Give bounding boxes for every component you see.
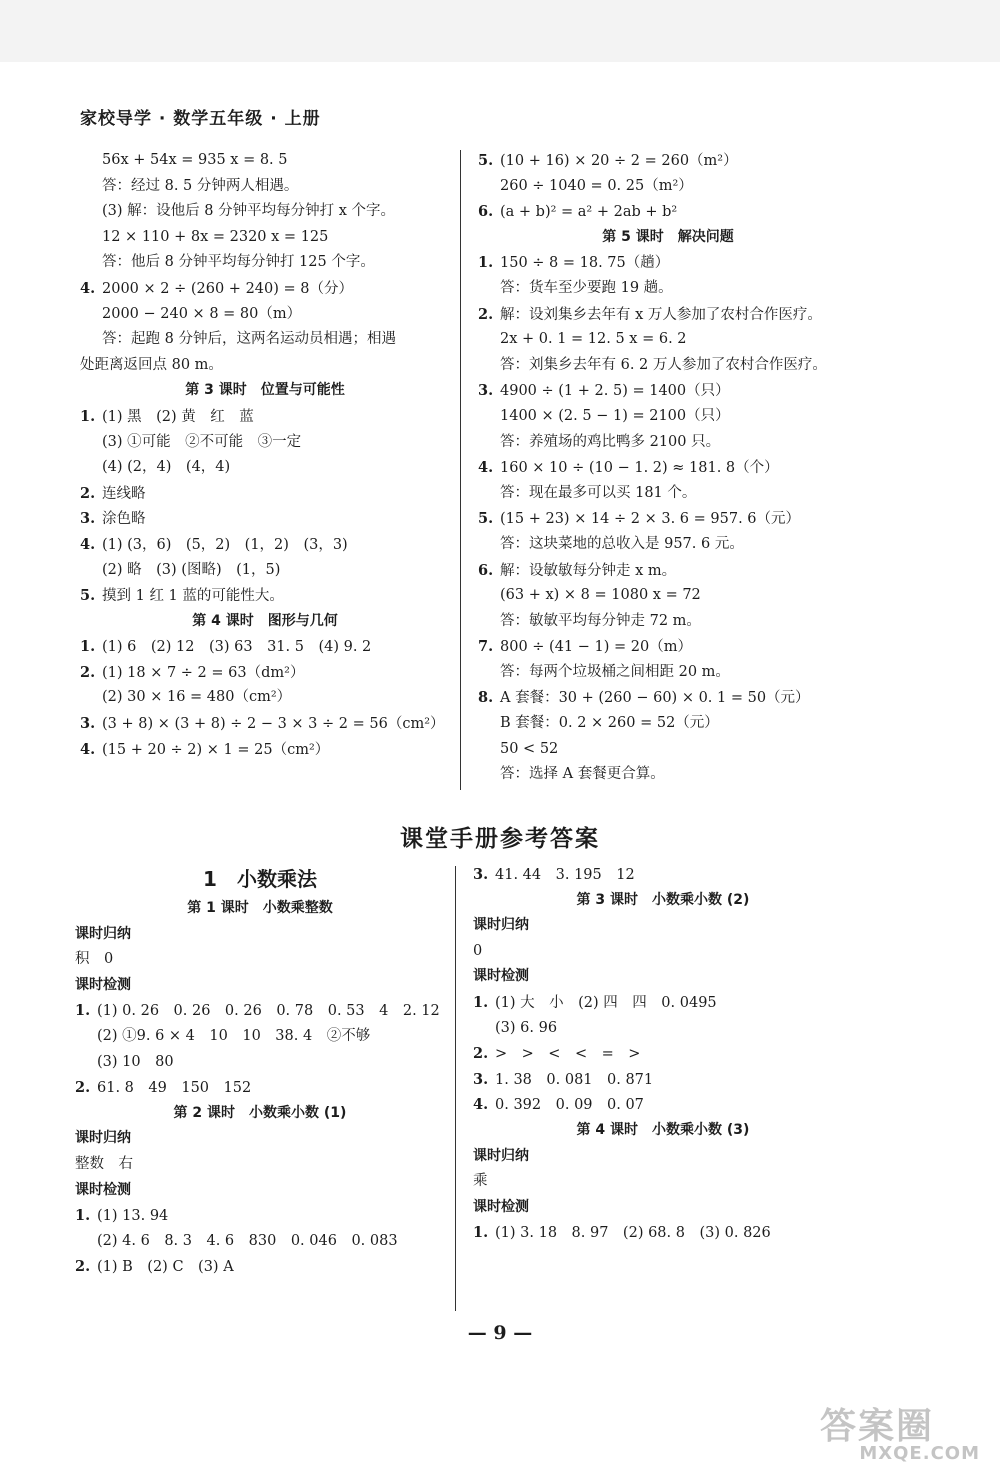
lesson-heading: 第 2 课时 小数乘小数 (1)	[173, 1104, 347, 1121]
question-number: 1.	[80, 638, 96, 656]
answer-text: 答：他后 8 分钟平均每分钟打 125 个字。	[102, 254, 375, 271]
answer-line	[473, 862, 853, 888]
answer-line	[473, 1067, 853, 1093]
answer-line	[80, 634, 450, 660]
answer-line	[75, 1254, 445, 1280]
answer-text: 答：起跑 8 分钟后，这两名运动员相遇；相遇	[102, 331, 396, 348]
watermark-logo	[820, 1398, 980, 1464]
answer-line	[478, 250, 858, 276]
question-number: 1.	[473, 1224, 489, 1242]
answer-line	[478, 762, 858, 788]
answer-line	[478, 378, 858, 404]
answer-text: (2) 略 (3) (图略) (1，5)	[102, 561, 281, 578]
answer-line	[80, 225, 450, 251]
answer-line	[80, 737, 450, 763]
question-number: 2.	[75, 1258, 91, 1276]
lesson-heading: 第 5 课时 解决问题	[602, 228, 734, 245]
answer-text: 1400 × (2. 5 − 1) = 2100（只）	[500, 407, 730, 424]
answer-line	[80, 199, 450, 225]
answer-text: (1) 大 小 (2) 四 四 0. 0495	[495, 994, 717, 1011]
answer-text: (63 + x) × 8 = 1080 x = 72	[500, 587, 701, 604]
answer-text: 积 0	[75, 951, 114, 968]
column-bottom-left	[75, 862, 445, 1280]
answer-text: (3 + 8) × (3 + 8) ÷ 2 − 3 × 3 ÷ 2 = 56（cm²）	[102, 716, 445, 733]
answer-line	[478, 685, 858, 711]
answer-line	[478, 481, 858, 507]
chapter-heading: 1 小数乘法	[203, 867, 317, 891]
answer-line	[80, 302, 450, 328]
question-number: 6.	[478, 203, 494, 221]
answer-text: 答：现在最多可以买 181 个。	[500, 484, 697, 501]
answer-line	[80, 404, 450, 430]
answer-line	[80, 174, 450, 200]
answer-text: (3) 6. 96	[495, 1019, 558, 1036]
answer-text: (2) ①9. 6 × 4 10 10 38. 4 ②不够	[97, 1027, 371, 1044]
answer-text: 4900 ÷ (1 + 2. 5) = 1400（只）	[500, 383, 730, 400]
divider-bottom	[455, 866, 456, 1311]
answer-text: (1) 13. 94	[97, 1208, 169, 1225]
answer-text: 答：经过 8. 5 分钟两人相遇。	[102, 177, 299, 194]
page-title: 课堂手册参考答案	[400, 826, 600, 852]
answer-line	[80, 250, 450, 276]
answer-line	[478, 353, 858, 379]
answer-text: 2000 × 2 ÷ (260 + 240) = 8（分）	[102, 280, 353, 297]
scan-top-band	[0, 0, 1000, 62]
question-number: 3.	[80, 715, 96, 733]
section-label: 课时归纳	[473, 917, 529, 934]
lesson-heading: 第 3 课时 位置与可能性	[185, 382, 345, 399]
answer-line	[80, 506, 450, 532]
answer-line	[478, 199, 858, 225]
answer-text: (10 + 16) × 20 ÷ 2 = 260（m²）	[500, 153, 738, 169]
answer-text: 0	[473, 942, 483, 959]
answer-line	[478, 327, 858, 353]
answer-text: (1) B (2) C (3) A	[97, 1259, 234, 1276]
answer-line	[473, 1169, 853, 1195]
question-number: 5.	[478, 510, 494, 528]
question-number: 3.	[473, 1070, 489, 1088]
answer-text: (1) (3，6) (5，2) (1，2) (3，3)	[102, 536, 348, 553]
question-number: 5.	[80, 587, 96, 605]
answer-line	[75, 1229, 445, 1255]
answer-text: 56x + 54x = 935 x = 8. 5	[102, 152, 288, 168]
answer-line	[478, 583, 858, 609]
column-top-left	[80, 148, 450, 762]
question-number: 2.	[80, 484, 96, 502]
answer-line	[80, 353, 450, 379]
section-label: 课时归纳	[75, 925, 131, 942]
watermark-text: 答案圈	[820, 1406, 935, 1447]
answer-line	[473, 939, 853, 965]
answer-text: 涂色略	[102, 511, 146, 528]
answer-line	[80, 685, 450, 711]
question-number: 5.	[478, 152, 494, 169]
answer-line	[80, 660, 450, 686]
answer-text: 61. 8 49 150 152	[97, 1080, 252, 1097]
book-header: 家校导学 · 数学五年级 · 上册	[80, 109, 321, 129]
answer-line	[75, 1024, 445, 1050]
answer-line	[478, 609, 858, 635]
lesson-heading: 第 1 课时 小数乘整数	[187, 900, 333, 916]
question-number: 4.	[80, 535, 96, 553]
question-number: 2.	[473, 1045, 489, 1063]
answer-text: 答：刘集乡去年有 6. 2 万人参加了农村合作医疗。	[500, 356, 827, 373]
answer-line	[473, 1220, 853, 1246]
answer-text: (1) 3. 18 8. 97 (2) 68. 8 (3) 0. 826	[495, 1225, 771, 1242]
question-number: 4.	[80, 740, 96, 758]
answer-line	[478, 737, 858, 763]
answer-line	[478, 404, 858, 430]
answer-line	[80, 583, 450, 609]
lesson-heading: 第 4 课时 小数乘小数 (3)	[576, 1121, 750, 1138]
question-number: 4.	[80, 279, 96, 297]
answer-line	[80, 532, 450, 558]
answer-line	[478, 711, 858, 737]
answer-line	[80, 276, 450, 302]
answer-line	[478, 455, 858, 481]
answer-line	[75, 1075, 445, 1101]
answer-text: 0. 392 0. 09 0. 07	[495, 1097, 644, 1114]
answer-line	[75, 1050, 445, 1076]
answer-text: (1) 黑 (2) 黄 红 蓝	[102, 408, 254, 425]
answer-text: 41. 44 3. 195 12	[495, 867, 635, 883]
answer-text: 处距离返回点 80 m。	[80, 356, 223, 373]
question-number: 3.	[80, 510, 96, 528]
answer-text: 整数 右	[75, 1155, 133, 1172]
answer-text: (2) 4. 6 8. 3 4. 6 830 0. 046 0. 083	[97, 1232, 398, 1249]
question-number: 4.	[473, 1096, 489, 1114]
answer-line	[80, 558, 450, 584]
answer-line	[478, 174, 858, 200]
answer-text: 2x + 0. 1 = 12. 5 x = 6. 2	[500, 331, 687, 348]
answer-text: 260 ÷ 1040 = 0. 25（m²）	[500, 177, 693, 194]
watermark-url: MXQE.COM	[859, 1443, 980, 1464]
section-label: 课时归纳	[473, 1147, 529, 1164]
section-label: 课时检测	[473, 968, 529, 985]
answer-line	[75, 998, 445, 1024]
lesson-heading: 第 4 课时 图形与几何	[192, 612, 338, 629]
answer-text: 800 ÷ (41 − 1) = 20（m）	[500, 639, 692, 656]
answer-text: 答：这块菜地的总收入是 957. 6 元。	[500, 535, 744, 552]
lesson-heading: 第 3 课时 小数乘小数 (2)	[576, 891, 750, 908]
answer-line	[75, 1203, 445, 1229]
answer-line	[478, 634, 858, 660]
section-label: 课时归纳	[75, 1130, 131, 1147]
answer-line	[80, 327, 450, 353]
answer-line	[80, 148, 450, 174]
answer-text: 答：货车至少要跑 19 趟。	[500, 279, 673, 296]
question-number: 2.	[478, 305, 494, 323]
answer-text: (1) 0. 26 0. 26 0. 26 0. 78 0. 53 4 2. 12	[97, 1003, 440, 1020]
question-number: 1.	[75, 1207, 91, 1225]
answer-line	[473, 1016, 853, 1042]
answer-line	[80, 430, 450, 456]
answer-line	[478, 430, 858, 456]
answer-text: (3) ①可能 ②不可能 ③一定	[102, 433, 302, 450]
question-number: 2.	[80, 663, 96, 681]
column-bottom-right	[473, 862, 853, 1246]
answer-text: (15 + 20 ÷ 2) × 1 = 25（cm²）	[102, 741, 330, 758]
divider-top	[460, 150, 461, 790]
answer-text: 答：每两个垃圾桶之间相距 20 m。	[500, 663, 730, 680]
section-label: 课时检测	[75, 1181, 131, 1198]
answer-text: (2) 30 × 16 = 480（cm²）	[102, 689, 292, 706]
answer-text: (a + b)² = a² + 2ab + b²	[500, 204, 678, 221]
page-number: — 9 —	[467, 1322, 533, 1344]
answer-text: 150 ÷ 8 = 18. 75（趟）	[500, 255, 670, 272]
answer-text: (4) (2，4) (4，4)	[102, 459, 231, 476]
question-number: 1.	[473, 993, 489, 1011]
answer-text: 2000 − 240 × 8 = 80（m）	[102, 305, 302, 322]
answer-text: 摸到 1 红 1 蓝的可能性大。	[102, 588, 284, 605]
question-number: 3.	[473, 866, 489, 883]
answer-text: (1) 6 (2) 12 (3) 63 31. 5 (4) 9. 2	[102, 639, 372, 656]
answer-line	[478, 506, 858, 532]
section-label: 课时检测	[473, 1198, 529, 1215]
section-label: 课时检测	[75, 976, 131, 993]
answer-line	[478, 276, 858, 302]
answer-text: 答：选择 A 套餐更合算。	[500, 766, 665, 783]
answer-line	[473, 990, 853, 1016]
answer-line	[478, 148, 858, 174]
answer-text: (15 + 23) × 14 ÷ 2 × 3. 6 = 957. 6（元）	[500, 511, 801, 528]
answer-text: 乘	[473, 1173, 488, 1190]
question-number: 6.	[478, 561, 494, 579]
answer-text: 答：养殖场的鸡比鸭多 2100 只。	[500, 433, 721, 450]
answer-line	[473, 1092, 853, 1118]
answer-text: 12 × 110 + 8x = 2320 x = 125	[102, 228, 329, 245]
answer-line	[75, 947, 445, 973]
answer-text: 连线略	[102, 485, 146, 502]
answer-line	[80, 481, 450, 507]
answer-text: (1) 18 × 7 ÷ 2 = 63（dm²）	[102, 664, 305, 681]
answer-text: A 套餐：30 + (260 − 60) × 0. 1 = 50（元）	[500, 690, 810, 707]
question-number: 1.	[478, 254, 494, 272]
answer-line	[478, 302, 858, 328]
question-number: 1.	[75, 1002, 91, 1020]
answer-line	[473, 1041, 853, 1067]
answer-text: 解：设刘集乡去年有 x 万人参加了农村合作医疗。	[500, 306, 822, 323]
question-number: 8.	[478, 689, 494, 707]
answer-text: > > < < = >	[495, 1046, 641, 1063]
answer-text: 答：敏敏平均每分钟走 72 m。	[500, 612, 701, 629]
answer-text: 50 < 52	[500, 740, 559, 757]
question-number: 4.	[478, 459, 494, 477]
column-top-right	[478, 148, 858, 788]
answer-line	[75, 1152, 445, 1178]
answer-line	[478, 532, 858, 558]
answer-text: 160 × 10 ÷ (10 − 1. 2) ≈ 181. 8（个）	[500, 460, 779, 477]
question-number: 1.	[80, 407, 96, 425]
answer-line	[80, 455, 450, 481]
answer-line	[80, 711, 450, 737]
answer-text: (3) 解：设他后 8 分钟平均每分钟打 x 个字。	[102, 203, 395, 220]
answer-text: (3) 10 80	[97, 1053, 174, 1070]
question-number: 3.	[478, 382, 494, 400]
answer-text: B 套餐：0. 2 × 260 = 52（元）	[500, 715, 719, 732]
answer-line	[478, 558, 858, 584]
answer-line	[478, 660, 858, 686]
question-number: 2.	[75, 1079, 91, 1097]
answer-text: 解：设敏敏每分钟走 x m。	[500, 562, 677, 579]
answer-text: 1. 38 0. 081 0. 871	[495, 1071, 654, 1088]
question-number: 7.	[478, 638, 494, 656]
